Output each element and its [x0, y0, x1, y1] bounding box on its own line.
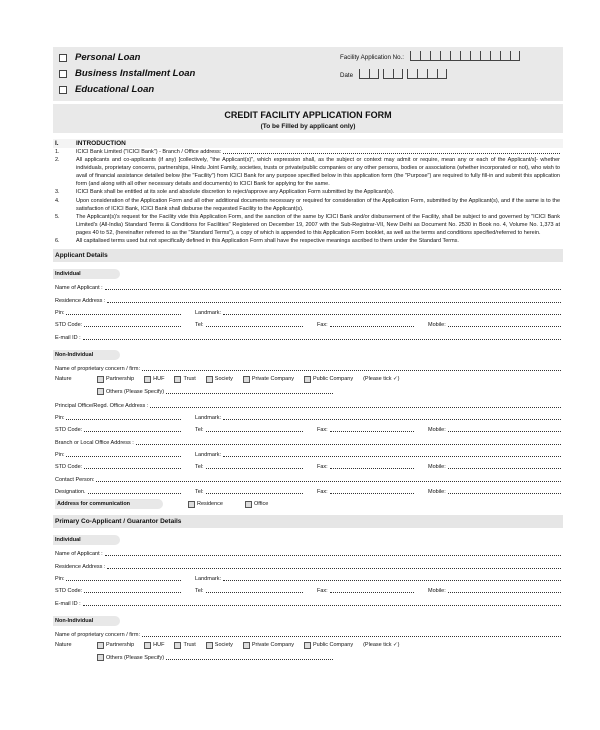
form-row	[53, 472, 563, 484]
nature-option[interactable]	[206, 376, 233, 383]
checkbox[interactable]	[59, 86, 67, 94]
field-input-line[interactable]	[223, 419, 561, 420]
checkbox[interactable]	[97, 376, 104, 383]
form-field[interactable]	[55, 632, 561, 638]
form-field[interactable]	[55, 310, 195, 316]
nature-label: Nature	[55, 642, 72, 649]
field-label: E-mail ID :	[55, 600, 81, 607]
field-label: Fax:	[317, 588, 328, 595]
others-label: Others (Please Specify)	[106, 388, 165, 395]
date-field[interactable]	[340, 69, 447, 79]
field-label: Name of Applicant :	[55, 551, 103, 558]
section-number: I.	[55, 140, 59, 147]
form-field[interactable]	[428, 464, 561, 470]
field-label: Principal Office/Regd. Office Address :	[55, 402, 149, 409]
others-row	[53, 652, 563, 664]
field-label: Pin:	[55, 576, 65, 583]
form-row	[53, 399, 563, 411]
item-text: ICICI Bank shall be entitled at its sole and absolute discretion to reject/approve any Application Form submitted by the Applicant(s).	[76, 189, 395, 196]
loan-label: Personal Loan	[75, 52, 141, 63]
item-text: ICICI Bank Limited ("ICICI Bank") - Branch / Office address:	[76, 149, 222, 155]
subsection-label: Individual	[53, 535, 120, 545]
form-row	[53, 281, 563, 293]
form-row	[53, 572, 563, 584]
form-field[interactable]	[55, 588, 195, 594]
facility-number-label: Facility Application No.:	[340, 54, 404, 61]
field-label: Fax:	[317, 464, 328, 471]
form-field[interactable]	[55, 452, 195, 458]
field-label: STD Code:	[55, 427, 83, 434]
form-field[interactable]	[428, 588, 561, 594]
field-label: E-mail ID :	[55, 334, 81, 341]
field-input-line[interactable]	[84, 592, 181, 593]
form-row	[53, 596, 563, 608]
form-row	[53, 362, 563, 374]
intro-item	[53, 188, 563, 196]
field-label: Mobile:	[428, 464, 446, 471]
option-label: HUF	[153, 642, 165, 649]
field-input-line[interactable]	[105, 555, 561, 556]
field-label: Fax:	[317, 488, 328, 495]
nature-option[interactable]	[304, 642, 353, 649]
field-label: Residence Address :	[55, 563, 106, 570]
field-input-line[interactable]	[330, 493, 414, 494]
option-label: Society	[214, 642, 233, 649]
field-label: Landmark:	[195, 576, 221, 583]
loan-type-box	[53, 47, 563, 101]
field-label: Pin:	[55, 451, 65, 458]
others-row	[53, 386, 563, 398]
intro-item	[53, 237, 563, 245]
nature-option[interactable]	[97, 376, 134, 383]
field-input-line[interactable]	[66, 456, 181, 457]
nature-option[interactable]	[206, 642, 233, 649]
field-input-line[interactable]	[142, 370, 561, 371]
checkbox[interactable]	[144, 642, 151, 649]
field-label: Pin:	[55, 415, 65, 422]
checkbox[interactable]	[188, 501, 195, 508]
form-field[interactable]	[195, 452, 561, 458]
field-input-line[interactable]	[84, 468, 181, 469]
field-label: Tel:	[195, 322, 204, 329]
field-input-line[interactable]	[136, 444, 561, 445]
option-label: Private Company	[251, 376, 295, 383]
field-label: Pin:	[55, 310, 65, 317]
section-heading: INTRODUCTION	[76, 140, 126, 147]
form-row	[53, 628, 563, 640]
form-field[interactable]	[428, 322, 561, 328]
form-title: CREDIT FACILITY APPLICATION FORM	[224, 110, 392, 120]
field-label: Name of proprietary concern / firm:	[55, 631, 140, 638]
field-input-line[interactable]	[105, 289, 561, 290]
subsection-label: Individual	[53, 269, 120, 279]
form-field[interactable]	[55, 464, 195, 470]
subsection-label: Non-Individual	[53, 616, 120, 626]
form-field[interactable]	[195, 489, 317, 495]
title-bar	[53, 104, 563, 133]
subsection-label: Non-Individual	[53, 350, 120, 360]
option-label: Public Company	[313, 376, 354, 383]
field-input-line[interactable]	[223, 314, 561, 315]
field-label: Contact Person:	[55, 476, 95, 483]
field-input-line[interactable]	[206, 431, 303, 432]
field-input-line[interactable]	[66, 580, 181, 581]
field-input-line[interactable]	[448, 592, 561, 593]
field-label: Tel:	[195, 588, 204, 595]
checkbox[interactable]	[97, 654, 104, 661]
field-label: Name of Applicant :	[55, 285, 103, 292]
others-field[interactable]	[97, 388, 347, 395]
form-field[interactable]	[55, 576, 195, 582]
form-field[interactable]	[195, 588, 317, 594]
item-number: 2.	[55, 157, 60, 164]
others-field[interactable]	[97, 654, 347, 661]
form-field[interactable]	[317, 588, 428, 594]
form-row	[53, 559, 563, 571]
form-field[interactable]	[55, 335, 561, 341]
nature-option[interactable]	[243, 376, 294, 383]
nature-option[interactable]	[144, 376, 164, 383]
nature-option[interactable]	[144, 642, 164, 649]
nature-option[interactable]	[174, 642, 195, 649]
option-label: Trust	[183, 376, 196, 383]
nature-row	[53, 640, 563, 652]
field-input-line[interactable]	[88, 493, 181, 494]
option-label: Public Company	[313, 642, 354, 649]
field-input-line[interactable]	[448, 493, 561, 494]
intro-item	[53, 148, 563, 156]
item-text: The Applicant(s)'s request for the Facility vide this Application Form, and the sanction of the same by ICICI Bank and/or disbursement of the Facility, shall be subject to and governed by "ICICI Bank Limited's (All-India) Standard Terms & Conditions for Facilities" Registered on December 19, 2007 with the Sub-Registrar-VII, New Delhi as Document No. 2530 in Book no. 4, Volume No. 1,373 at pages 40 to 52, (hereinafter referred to as the "Standard Terms"), a copy of which is appended to this Application Form booklet, as well as the terms and conditions specified/referred to herein.	[76, 213, 560, 236]
field-input-line[interactable]	[66, 314, 181, 315]
form-field[interactable]	[195, 322, 317, 328]
field-input-line[interactable]	[448, 326, 561, 327]
field-input-line[interactable]	[83, 605, 561, 606]
field-input-line[interactable]	[107, 302, 561, 303]
form-field[interactable]	[55, 403, 561, 409]
form-row	[53, 485, 563, 497]
field-label: Residence Address :	[55, 297, 106, 304]
form-field[interactable]	[55, 601, 561, 607]
field-label: Landmark:	[195, 451, 221, 458]
form-row	[53, 306, 563, 318]
form-field[interactable]	[195, 427, 317, 433]
field-label: Mobile:	[428, 488, 446, 495]
field-label: Designation.	[55, 488, 86, 495]
field-label: Tel:	[195, 488, 204, 495]
option-label: Private Company	[251, 642, 295, 649]
form-field[interactable]	[55, 285, 561, 291]
intro-item	[53, 213, 563, 237]
checkbox[interactable]	[304, 376, 311, 383]
date-boxes[interactable]	[359, 69, 447, 79]
field-input-line[interactable]	[96, 481, 561, 482]
field-input-line[interactable]	[448, 468, 561, 469]
field-label: Branch or Local Office Address :	[55, 439, 134, 446]
form-field[interactable]	[55, 298, 561, 304]
option-label: Residence	[197, 501, 223, 508]
form-field[interactable]	[195, 576, 561, 582]
field-input-line[interactable]	[84, 431, 181, 432]
field-label: STD Code:	[55, 588, 83, 595]
field-input-line[interactable]	[83, 339, 561, 340]
item-number: 1.	[55, 149, 60, 155]
field-input-line[interactable]	[107, 568, 561, 569]
form-row	[53, 584, 563, 596]
field-input-line[interactable]	[330, 326, 414, 327]
form-field[interactable]	[195, 310, 561, 316]
field-label: Mobile:	[428, 427, 446, 434]
intro-item	[53, 156, 563, 188]
field-input-line[interactable]	[223, 456, 561, 457]
item-text: Upon consideration of the Application Form and all other additional documents necessary or required for consideration of the Application Form, submitted by the Applicant(s), and if the same is to the satisfaction of ICICI Bank, ICICI Bank shall disburse the requested Facility to the Applicant(s).	[76, 197, 560, 212]
field-label: Mobile:	[428, 588, 446, 595]
form-subtitle: (To be Filled by applicant only)	[260, 123, 356, 130]
form-field[interactable]	[317, 464, 428, 470]
intro-item	[53, 197, 563, 213]
form-row	[53, 460, 563, 472]
address-communication-row	[53, 499, 563, 511]
option-label: Trust	[183, 642, 196, 649]
field-label: Name of proprietary concern / firm:	[55, 365, 140, 372]
form-field[interactable]	[428, 489, 561, 495]
form-field[interactable]	[317, 427, 428, 433]
form-field[interactable]	[55, 564, 561, 570]
field-label: Tel:	[195, 464, 204, 471]
field-input-line[interactable]	[448, 431, 561, 432]
loan-option-educational[interactable]	[59, 84, 154, 95]
branch-address-line[interactable]	[223, 148, 560, 154]
checkbox[interactable]	[144, 376, 151, 383]
checkbox[interactable]	[206, 642, 213, 649]
field-label: STD Code:	[55, 464, 83, 471]
item-number: 4.	[55, 197, 60, 204]
date-label: Date	[340, 72, 354, 79]
field-input-line[interactable]	[206, 592, 303, 593]
checkbox[interactable]	[174, 376, 181, 383]
introduction-list	[53, 148, 563, 245]
checkbox[interactable]	[304, 642, 311, 649]
loan-option-business[interactable]	[59, 68, 195, 79]
form-field[interactable]	[55, 440, 561, 446]
address-communication-label: Address for communication	[55, 499, 163, 509]
nature-row	[53, 374, 563, 386]
field-label: Landmark:	[195, 310, 221, 317]
form-row	[53, 318, 563, 330]
nature-option[interactable]	[243, 642, 294, 649]
tick-note: (Please tick ✓)	[363, 376, 400, 383]
option-label: Partnership	[106, 642, 135, 649]
field-label: Mobile:	[428, 322, 446, 329]
option-label: Partnership	[106, 376, 135, 383]
item-number: 5.	[55, 213, 60, 220]
form-field[interactable]	[55, 415, 195, 421]
field-input-line[interactable]	[206, 326, 303, 327]
facility-number-boxes[interactable]	[410, 51, 520, 61]
form-row	[53, 448, 563, 460]
option-label: Society	[214, 376, 233, 383]
field-label: Fax:	[317, 322, 328, 329]
others-input-line[interactable]	[166, 659, 333, 660]
form-field[interactable]	[55, 489, 195, 495]
section-header: Applicant Details	[53, 249, 563, 262]
field-input-line[interactable]	[330, 592, 414, 593]
section-header: Primary Co-Applicant / Guarantor Details	[53, 515, 563, 528]
nature-option[interactable]	[304, 376, 353, 383]
facility-number-field[interactable]	[340, 51, 520, 61]
field-label: Landmark:	[195, 415, 221, 422]
address-option[interactable]	[188, 501, 223, 508]
checkbox[interactable]	[245, 501, 252, 508]
form-field[interactable]	[317, 489, 428, 495]
form-field[interactable]	[55, 477, 561, 483]
checkbox[interactable]	[97, 642, 104, 649]
loan-label: Business Installment Loan	[75, 68, 196, 79]
checkbox[interactable]	[59, 54, 67, 62]
form-field[interactable]	[317, 322, 428, 328]
form-sections	[53, 249, 563, 664]
form-row	[53, 330, 563, 342]
form-field[interactable]	[428, 427, 561, 433]
item-number: 3.	[55, 189, 60, 196]
others-input-line[interactable]	[166, 393, 333, 394]
loan-option-personal[interactable]	[59, 52, 140, 63]
field-label: Tel:	[195, 427, 204, 434]
form-field[interactable]	[55, 366, 561, 372]
field-input-line[interactable]	[330, 468, 414, 469]
nature-option[interactable]	[174, 376, 195, 383]
field-input-line[interactable]	[206, 468, 303, 469]
credit-facility-application-form	[53, 47, 563, 665]
field-label: STD Code:	[55, 322, 83, 329]
field-input-line[interactable]	[84, 326, 181, 327]
checkbox[interactable]	[97, 388, 104, 395]
others-label: Others (Please Specify)	[106, 654, 165, 661]
nature-option[interactable]	[97, 642, 134, 649]
checkbox[interactable]	[206, 376, 213, 383]
form-field[interactable]	[195, 464, 317, 470]
form-field[interactable]	[55, 322, 195, 328]
form-row	[53, 411, 563, 423]
form-row	[53, 293, 563, 305]
form-row	[53, 423, 563, 435]
option-label: HUF	[153, 376, 165, 383]
field-input-line[interactable]	[330, 431, 414, 432]
field-input-line[interactable]	[150, 407, 561, 408]
tick-note: (Please tick ✓)	[363, 642, 400, 649]
option-label: Office	[254, 501, 269, 508]
checkbox[interactable]	[59, 70, 67, 78]
item-number: 6.	[55, 238, 60, 245]
field-input-line[interactable]	[206, 493, 303, 494]
field-input-line[interactable]	[66, 419, 181, 420]
item-text: All capitalised terms used but not specifically defined in this Application Form shall have the respective meanings ascribed to them under the Standard Terms.	[76, 238, 459, 245]
form-row	[53, 435, 563, 447]
form-field[interactable]	[55, 551, 561, 557]
address-option[interactable]	[245, 501, 268, 508]
nature-label: Nature	[55, 376, 72, 383]
checkbox[interactable]	[243, 642, 250, 649]
form-row	[53, 547, 563, 559]
item-text: All applicants and co-applicants (if any) [collectively, "the Applicant(s)", which expression shall, as the subject or context may admit or require, mean any or each of the Applicant/s]- whether individuals, proprietary concerns, partnerships, Hindu Joint Family, societies, trusts or private/public companies or any other persons, bodies or associations (whether incorporated or not), who wish to avail of financial assistance detailed below (the "Facility") from ICICI Bank for any purpose specified below in this application form (the "Purpose") are required to fully fill-in and submit this application form (and along with all other necessary details and documents) to ICICI Bank for applying for the same.	[76, 157, 560, 188]
field-input-line[interactable]	[142, 636, 561, 637]
checkbox[interactable]	[243, 376, 250, 383]
checkbox[interactable]	[174, 642, 181, 649]
introduction-heading	[53, 139, 563, 148]
loan-label: Educational Loan	[75, 84, 155, 95]
form-field[interactable]	[55, 427, 195, 433]
form-field[interactable]	[195, 415, 561, 421]
field-label: Fax:	[317, 427, 328, 434]
field-input-line[interactable]	[223, 580, 561, 581]
